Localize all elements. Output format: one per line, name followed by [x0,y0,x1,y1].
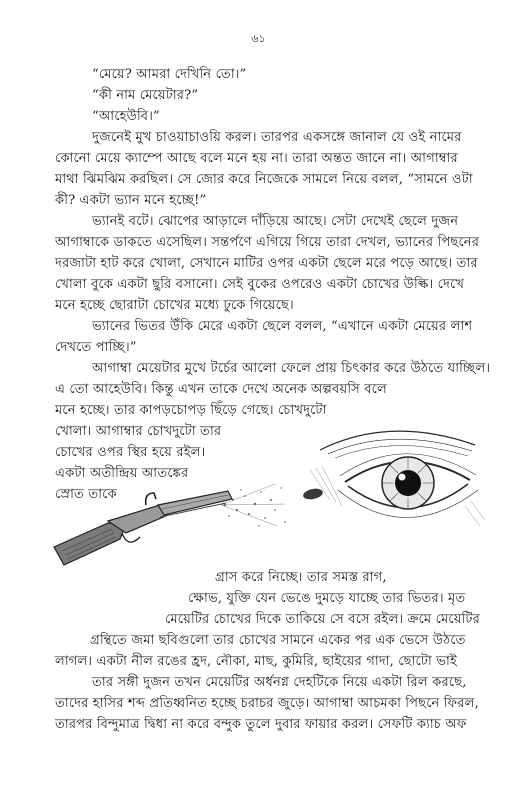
text-line: মেয়েটির চোখের দিকে তাকিয়ে সে বসে রইল। ক্রমে মেয়েটির [165,612,480,627]
text-line: লাগল। একটা নীল রঙের হ্রদ, নৌকা, মাছ, কুমিরি, ছাইয়ের গাদা, ছোটো ভাই [55,654,457,669]
musket-illustration [50,485,240,570]
text-line: ক্ষোভ, যুক্তি যেন ভেঙে দুমড়ে যাচ্ছে তার ভিতর। মৃত [188,591,466,606]
text-line: গ্রাস করে নিচ্ছে। তার সমস্ত রাগ, [215,570,387,585]
text-line: মনে হচ্ছে ছোরাটা চোখের মধ্যে ঢুকে গিয়েছে। [55,298,294,313]
text-line: তার সঙ্গী দুজন তখন মেয়েটির অর্ধনগ্ন দেহটিকে নিয়ে একটা রিল করছে, [92,675,467,690]
text-line: ভ্যানই বটে। ঝোপের আড়ালে দাঁড়িয়ে আছে। সেটা দেখেই ছেলে দুজন [92,214,459,229]
text-line: তারপর বিন্দুমাত্র দ্বিধা না করে বন্দুক তুলে দুবার ফায়ার করল। সেফটি ক্যাচ অফ [55,717,467,732]
text-line: গ্রন্থিতে জমা ছবিগুলো তার চোখের সামনে একের পর এক ভেসে উঠতে [90,633,466,648]
text-line: “মেয়ে? আমরা দেখিনি তো।” [92,67,247,82]
text-line: দেখতে পাচ্ছি।” [55,340,137,355]
text-line: দরজাটা হাট করে খোলা, সেখানে মাটির ওপর একটা ছেলে মরে পড়ে আছে। তার [55,256,478,271]
text-line: স্রোত তাকে [55,487,117,502]
text-line: ভ্যানের ভিতর উঁকি মেরে একটা ছেলে বলল, “এখানে একটা মেয়ের লাশ [92,319,473,334]
text-line: একটা অতীন্দ্রিয় আতঙ্কের [55,466,189,481]
text-line: “কী নাম মেয়েটার?” [92,88,199,103]
text-line: খোলা বুকে একটা ছুরি বসানো। সেই বুকের ওপরেও একটা চোখের উল্কি। দেখে [55,277,465,292]
eye-illustration [300,420,490,545]
text-line: মাথা ঝিমঝিম করছিল। সে জোর করে নিজেকে সামলে নিয়ে বলল, “সামনে ওটা [55,172,473,187]
text-line: কোনো মেয়ে ক্যাম্পে আছে বলে মনে হয় না। তারা অন্তত জানে না। আগাম্বার [55,151,458,166]
text-line: চোখের ওপর স্থির হয়ে রইল। [55,445,206,460]
text-line: আগাম্বা মেয়েটার মুখে টর্চের আলো ফেলে প্রায় চিৎকার করে উঠতে যাচ্ছিল। [92,361,491,376]
text-line: দুজনেই মুখ চাওয়াচাওয়ি করল। তারপর একসঙ্গে জানাল যে ওই নামের [92,130,462,145]
text-line: খোলা। আগাম্বার চোখদুটো তার [55,424,222,439]
text-line: আগাম্বাকে ডাকতে এসেছিল। সন্তর্পণে এগিয়ে গিয়ে তারা দেখল, ভ্যানের পিছনের [55,235,480,250]
text-line: তাদের হাসির শব্দ প্রতিধ্বনিত হচ্ছে চরাচর জুড়ে। আগাম্বা আচমকা পিছনে ফিরল, [55,696,479,711]
page-number: ৬১ [251,32,266,45]
text-line: এ তো আহেউবি। কিন্তু এখন তাকে দেখে অনেক অল্পবয়সি বলে [55,382,387,397]
text-line: “আহেউবি।” [92,109,160,124]
text-line: মনে হচ্ছে। তার কাপড়চোপড় ছিঁড়ে গেছে। চোখদুটো [55,403,327,418]
text-line: কী? একটা ভ্যান মনে হচ্ছে!” [55,193,207,208]
